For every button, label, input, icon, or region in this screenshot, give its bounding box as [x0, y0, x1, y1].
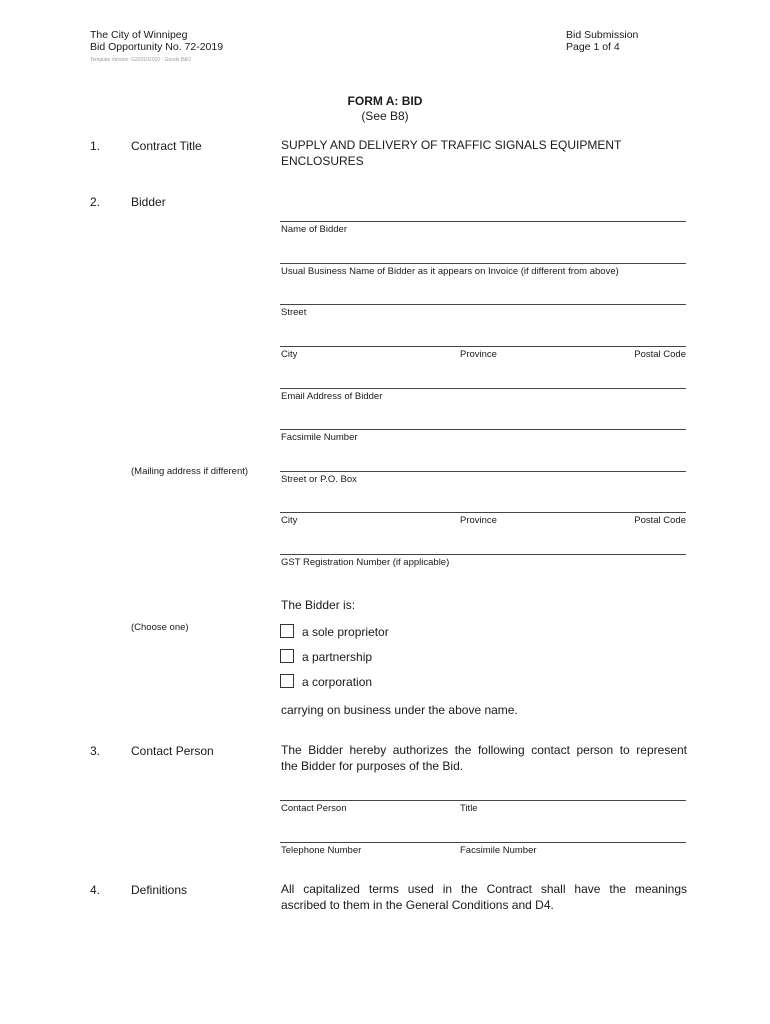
facsimile-label: Facsimile Number — [281, 432, 358, 443]
definitions-line1: All capitalized terms used in the Contract shall have the meanings — [281, 882, 687, 896]
definitions-line2: ascribed to them in the General Conditions and D4. — [281, 898, 554, 912]
street-po-box-field[interactable] — [280, 471, 686, 472]
email-field[interactable] — [280, 388, 686, 389]
contact-person-label: Contact Person — [281, 803, 347, 814]
section-1-number: 1. — [90, 139, 101, 153]
title-label: Title — [460, 803, 478, 814]
street-po-box-label: Street or P.O. Box — [281, 474, 357, 485]
partnership-checkbox[interactable] — [280, 649, 294, 663]
section-2-label: Bidder — [131, 195, 166, 209]
telephone-facsimile-field[interactable] — [280, 842, 686, 843]
bidder-is-intro: The Bidder is: — [281, 598, 356, 612]
section-4-label: Definitions — [131, 883, 188, 897]
contact-facsimile-label: Facsimile Number — [460, 845, 537, 856]
partnership-label: a partnership — [302, 650, 373, 664]
contact-authorization-line1: The Bidder hereby authorizes the following contact person to represent — [281, 743, 687, 757]
city-province-postal-field[interactable] — [280, 346, 686, 347]
usual-business-name-field[interactable] — [280, 263, 686, 264]
template-version-note: Template Version: G220191010 - Goods B&O — [90, 57, 192, 63]
section-3-number: 3. — [90, 744, 101, 758]
city-label: City — [281, 349, 298, 360]
postal-code-label: Postal Code — [634, 349, 686, 360]
form-subtitle: (See B8) — [361, 109, 409, 123]
header-bid-opportunity: Bid Opportunity No. 72-2019 — [90, 41, 224, 53]
name-of-bidder-label: Name of Bidder — [281, 224, 348, 235]
form-title: FORM A: BID — [347, 94, 423, 108]
street-label: Street — [281, 307, 307, 318]
contract-title-line2: ENCLOSURES — [281, 154, 364, 168]
email-label: Email Address of Bidder — [281, 391, 383, 402]
street-field[interactable] — [280, 304, 686, 305]
sole-proprietor-checkbox[interactable] — [280, 624, 294, 638]
facsimile-field[interactable] — [280, 429, 686, 430]
gst-number-label: GST Registration Number (if applicable) — [281, 557, 450, 568]
section-4-number: 4. — [90, 883, 101, 897]
mailing-city-label: City — [281, 515, 298, 526]
corporation-label: a corporation — [302, 675, 373, 689]
mailing-postal-code-label: Postal Code — [634, 515, 686, 526]
sole-proprietor-label: a sole proprietor — [302, 625, 389, 639]
usual-business-name-label: Usual Business Name of Bidder as it appears on Invoice (if different from above) — [281, 266, 619, 277]
section-2-number: 2. — [90, 195, 101, 209]
section-3-label: Contact Person — [131, 744, 214, 758]
header-city: The City of Winnipeg — [90, 29, 188, 41]
mailing-address-note: (Mailing address if different) — [131, 466, 249, 477]
contact-authorization-line2: the Bidder for purposes of the Bid. — [281, 759, 464, 773]
choose-one-note: (Choose one) — [131, 622, 189, 633]
section-1-label: Contract Title — [131, 139, 202, 153]
header-page-number: Page 1 of 4 — [566, 41, 620, 53]
gst-number-field[interactable] — [280, 554, 686, 555]
header-bid-submission: Bid Submission — [566, 29, 639, 41]
mailing-province-label: Province — [460, 515, 497, 526]
telephone-number-label: Telephone Number — [281, 845, 362, 856]
name-of-bidder-field[interactable] — [280, 221, 686, 222]
province-label: Province — [460, 349, 497, 360]
mailing-city-province-postal-field[interactable] — [280, 512, 686, 513]
contact-person-title-field[interactable] — [280, 800, 686, 801]
contract-title-line1: SUPPLY AND DELIVERY OF TRAFFIC SIGNALS EQUIPMENT — [281, 138, 622, 152]
corporation-checkbox[interactable] — [280, 674, 294, 688]
carrying-on-business-text: carrying on business under the above name. — [281, 703, 518, 717]
